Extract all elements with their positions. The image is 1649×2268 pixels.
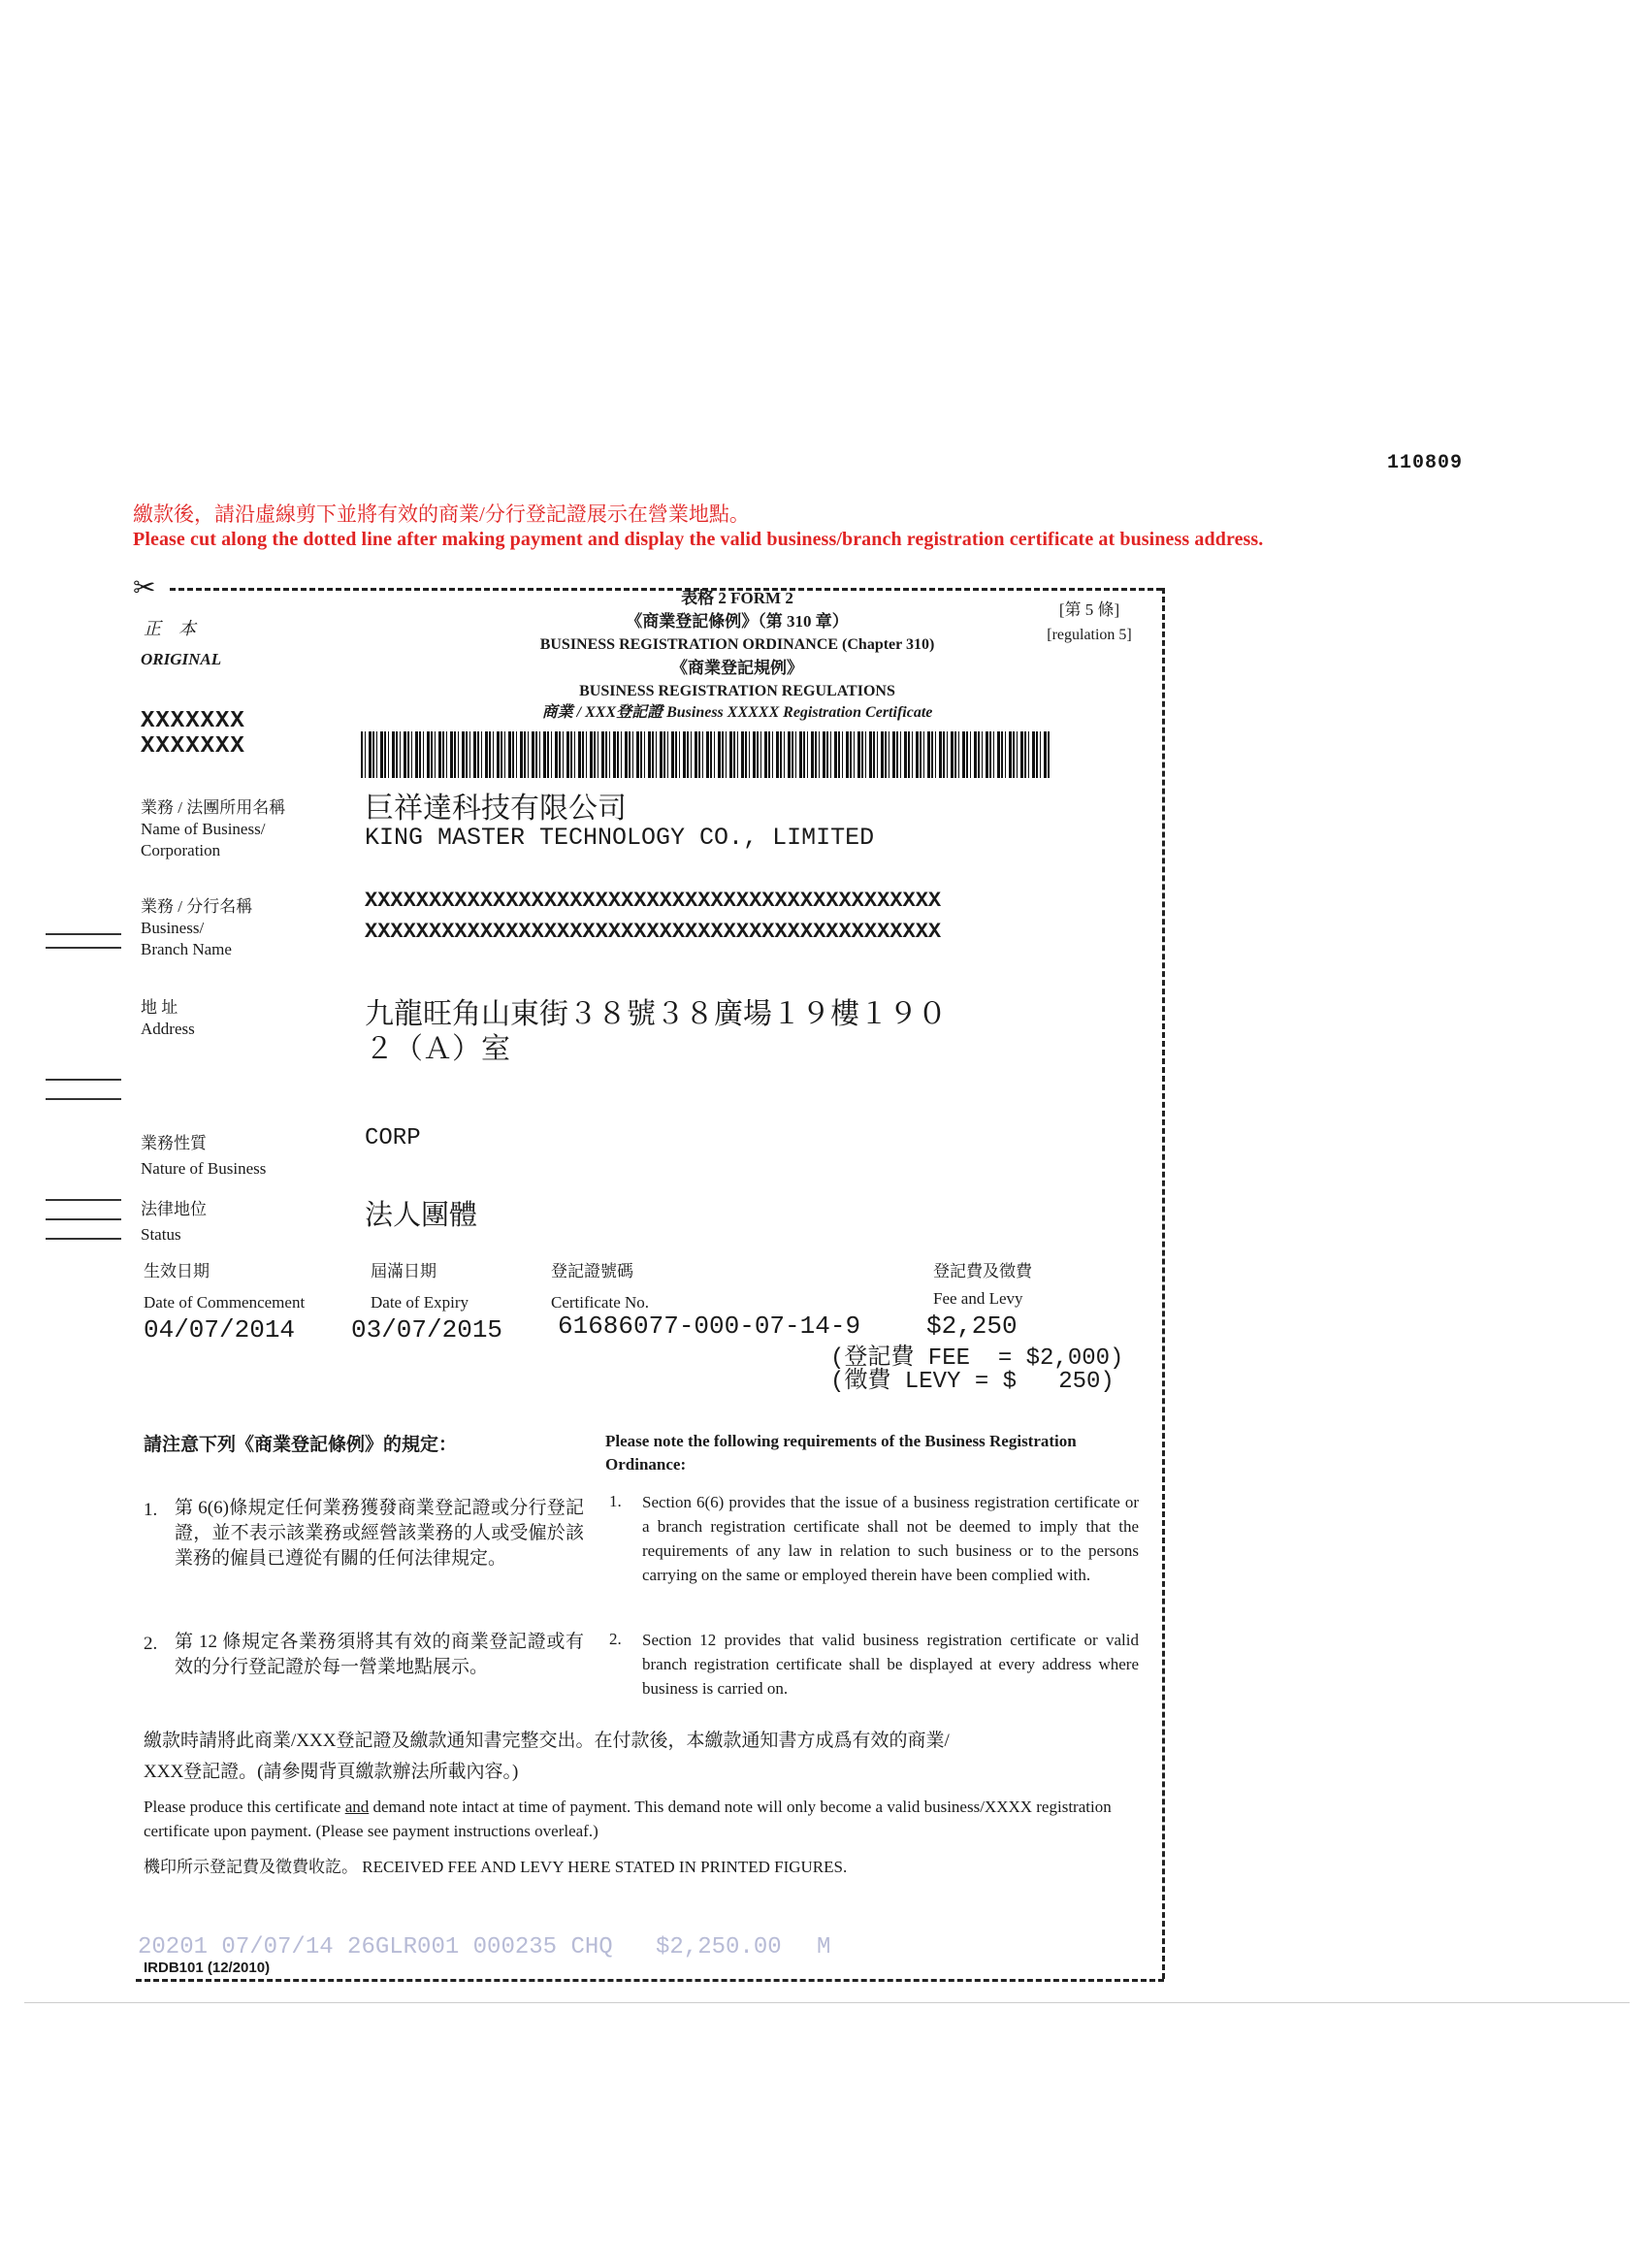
status-label-zh: 法律地位 <box>141 1200 207 1218</box>
received-fee-note: 機印所示登記費及徵費收訖。 RECEIVED FEE AND LEVY HERE STATED IN PRINTED FIGURES. <box>144 1858 848 1876</box>
business-name-label-en-2: Corporation <box>141 841 221 859</box>
regulations-en: BUSINESS REGISTRATION REGULATIONS <box>579 683 895 699</box>
commencement-label-en: Date of Commencement <box>144 1293 306 1312</box>
commencement-value: 04/07/2014 <box>144 1315 296 1345</box>
branch-label-en-2: Branch Name <box>141 940 232 958</box>
margin-mark <box>46 947 121 949</box>
payment-zh-1: 繳款時請將此商業/XXX登記證及繳款通知書完整交出。在付款後，本繳款通知書方成爲有效的商業/ <box>144 1731 950 1751</box>
certificate-title: 商業 / XXX登記證 Business XXXXX Registration Certificate <box>541 704 933 721</box>
receipt-stamp: 20201 07/07/14 26GLR001 000235 CHQ <box>138 1934 613 1960</box>
branch-label-zh: 業務 / 分行名稱 <box>141 897 253 916</box>
commencement-label-zh: 生效日期 <box>144 1262 210 1280</box>
status-value: 法人團體 <box>365 1200 478 1231</box>
address-line-2: ２（Ａ）室 <box>365 1033 510 1065</box>
fee-breakdown: (登記費 FEE = $2,000) <box>830 1345 1124 1372</box>
note-1-zh: 第 6(6)條規定任何業務獲發商業登記證或分行登記證，並不表示該業務或經營該業務的人或受僱於該業務的僱員已遵從有關的任何法律規定。 <box>175 1498 584 1569</box>
business-name-label-zh: 業務 / 法團所用名稱 <box>141 798 286 817</box>
notes-heading-en: Please note the following requirements of the Business Registration Ordinance: <box>605 1432 1077 1474</box>
fee-total: $2,250 <box>926 1312 1018 1341</box>
branch-masked-2: XXXXXXXXXXXXXXXXXXXXXXXXXXXXXXXXXXXXXXXXXXXXX <box>365 920 942 944</box>
margin-mark <box>46 1199 121 1201</box>
masked-code-1: XXXXXXX <box>141 708 245 734</box>
receipt-amount: $2,250.00 <box>656 1934 782 1960</box>
scissors-icon: ✂ <box>133 573 156 603</box>
instruction-zh: 繳款後，請沿虛線剪下並將有效的商業/分行登記證展示在營業地點。 <box>133 502 750 526</box>
form-number: 表格 2 FORM 2 <box>681 589 793 607</box>
cert-label-en: Certificate No. <box>551 1293 650 1312</box>
payment-en-start: Please produce this certificate <box>144 1798 345 1816</box>
payment-en-end: demand note intact at time of payment. This demand note will only become a valid business/XXXX registration certificate upon payment. (Please see payment instructions overleaf.) <box>144 1798 1112 1840</box>
masked-code-2: XXXXXXX <box>141 733 245 760</box>
note-2-number-en: 2. <box>609 1630 622 1648</box>
business-name-zh: 巨祥達科技有限公司 <box>365 793 627 825</box>
serial-number: 110809 <box>1387 452 1464 474</box>
payment-en-and: and <box>344 1798 370 1816</box>
address-line-1: 九龍旺角山東街３８號３８廣場１９樓１９０ <box>365 998 947 1030</box>
scan-edge-line <box>24 2002 1630 2003</box>
nature-label-en: Nature of Business <box>141 1159 267 1178</box>
nature-label-zh: 業務性質 <box>141 1134 207 1152</box>
status-label-en: Status <box>141 1225 181 1244</box>
original-en: ORIGINAL <box>141 650 222 668</box>
cut-line-right <box>1162 588 1165 1979</box>
margin-mark <box>46 1238 121 1240</box>
cert-label-zh: 登記證號碼 <box>551 1262 633 1280</box>
fee-label-zh: 登記費及徵費 <box>933 1262 1032 1280</box>
expiry-label-zh: 屆滿日期 <box>371 1262 436 1280</box>
cert-value: 61686077-000-07-14-9 <box>558 1312 861 1341</box>
business-name-label-en-1: Name of Business/ <box>141 820 266 838</box>
nature-value: CORP <box>365 1125 421 1151</box>
regulations-zh: 《商業登記規例》 <box>671 659 803 677</box>
note-2-en: Section 12 provides that valid business registration certificate or valid branch registration certificate shall be displayed at every address where business is carried on. <box>642 1631 1139 1698</box>
payment-en <box>144 1795 1138 1843</box>
address-label-en: Address <box>141 1020 195 1038</box>
branch-masked-1: XXXXXXXXXXXXXXXXXXXXXXXXXXXXXXXXXXXXXXXXXXXXX <box>365 889 942 913</box>
note-2-number-zh: 2. <box>144 1634 158 1654</box>
note-1-en: Section 6(6) provides that the issue of a business registration certificate or a branch registration certificate shall not be deemed to imply that the requirements of any law in relation to such business or to the persons carrying on the same or employed therein have been complied with. <box>642 1493 1139 1584</box>
original-zh: 正 本 <box>144 619 196 638</box>
barcode <box>361 731 1051 778</box>
ordinance-en: BUSINESS REGISTRATION ORDINANCE (Chapter 310) <box>539 636 935 653</box>
note-1-number-zh: 1. <box>144 1500 158 1520</box>
address-label-zh: 地 址 <box>141 998 178 1017</box>
margin-mark <box>46 1098 121 1100</box>
regulation-ref-en: [regulation 5] <box>1047 627 1132 643</box>
branch-label-en-1: Business/ <box>141 919 205 937</box>
instruction-en: Please cut along the dotted line after making payment and display the valid business/branch registration certificate at business address. <box>133 529 1264 550</box>
business-name-en: KING MASTER TECHNOLOGY CO., LIMITED <box>365 824 875 852</box>
payment-zh-2: XXX登記證。(請參閱背頁繳款辦法所載內容。) <box>144 1762 519 1782</box>
receipt-code: M <box>817 1934 831 1960</box>
note-2-zh: 第 12 條規定各業務須將其有效的商業登記證或有效的分行登記證於每一營業地點展示。 <box>175 1632 584 1677</box>
fee-label-en: Fee and Levy <box>933 1289 1023 1308</box>
margin-mark <box>46 1218 121 1220</box>
ordinance-zh: 《商業登記條例》（第 310 章） <box>626 612 849 631</box>
regulation-ref-zh: [第 5 條] <box>1058 600 1120 619</box>
expiry-value: 03/07/2015 <box>351 1315 503 1345</box>
expiry-label-en: Date of Expiry <box>371 1293 469 1312</box>
notes-heading-zh: 請注意下列《商業登記條例》的規定： <box>144 1435 458 1455</box>
margin-mark <box>46 933 121 935</box>
form-code: IRDB101 (12/2010) <box>144 1960 271 1976</box>
margin-mark <box>46 1079 121 1081</box>
cut-line-bottom <box>136 1979 1164 1982</box>
levy-breakdown: (徵費 LEVY = $ 250) <box>830 1369 1115 1395</box>
note-1-number-en: 1. <box>609 1492 622 1510</box>
